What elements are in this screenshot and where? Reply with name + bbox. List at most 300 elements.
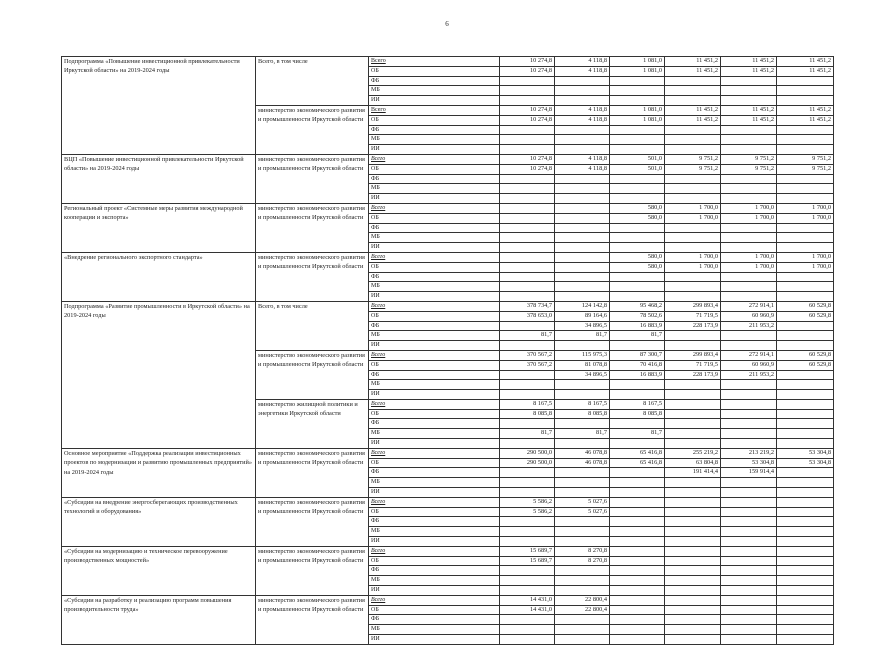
amount-cell bbox=[500, 488, 555, 498]
amount-cell bbox=[665, 429, 721, 439]
amount-cell: 60 960,9 bbox=[721, 311, 777, 321]
amount-cell bbox=[610, 625, 665, 635]
funding-source-cell: МБ bbox=[369, 380, 500, 390]
amount-cell bbox=[721, 174, 777, 184]
amount-cell bbox=[721, 194, 777, 204]
amount-cell: 255 219,2 bbox=[665, 448, 721, 458]
amount-cell: 81,7 bbox=[610, 331, 665, 341]
table-row bbox=[62, 57, 834, 67]
amount-cell bbox=[665, 507, 721, 517]
amount-cell: 4 118,8 bbox=[555, 105, 610, 115]
amount-cell: 1 700,0 bbox=[721, 252, 777, 262]
funding-source-cell: ФБ bbox=[369, 468, 500, 478]
measure-name-cell: Основное мероприятие «Поддержка реализации инвестиционных проектов по модернизации и развитию промышленных предприятий» на 2019-2024 годы bbox=[62, 448, 256, 497]
funding-source-cell: ИИ bbox=[369, 96, 500, 106]
amount-cell bbox=[610, 488, 665, 498]
amount-cell bbox=[500, 76, 555, 86]
funding-source-cell: МБ bbox=[369, 478, 500, 488]
amount-cell: 1 081,0 bbox=[610, 115, 665, 125]
amount-cell bbox=[500, 96, 555, 106]
amount-cell bbox=[721, 272, 777, 282]
funding-source-cell: ОБ bbox=[369, 360, 500, 370]
executor-cell: министерство экономического развития и промышленности Иркутской области bbox=[256, 497, 369, 546]
amount-cell bbox=[721, 243, 777, 253]
funding-source-cell: ФБ bbox=[369, 370, 500, 380]
amount-cell bbox=[721, 331, 777, 341]
funding-source-cell: Всего bbox=[369, 154, 500, 164]
amount-cell bbox=[721, 635, 777, 645]
amount-cell bbox=[777, 341, 834, 351]
amount-cell bbox=[777, 605, 834, 615]
amount-cell bbox=[777, 586, 834, 596]
amount-cell bbox=[665, 439, 721, 449]
amount-cell bbox=[777, 292, 834, 302]
amount-cell bbox=[665, 586, 721, 596]
amount-cell bbox=[777, 380, 834, 390]
funding-source-cell: ФБ bbox=[369, 76, 500, 86]
amount-cell: 290 500,0 bbox=[500, 448, 555, 458]
amount-cell: 10 274,8 bbox=[500, 57, 555, 67]
amount-cell bbox=[777, 556, 834, 566]
amount-cell bbox=[721, 76, 777, 86]
amount-cell: 1 700,0 bbox=[777, 213, 834, 223]
amount-cell bbox=[610, 586, 665, 596]
amount-cell bbox=[500, 174, 555, 184]
amount-cell bbox=[721, 86, 777, 96]
funding-source-cell: ОБ bbox=[369, 66, 500, 76]
amount-cell bbox=[777, 576, 834, 586]
amount-cell bbox=[555, 635, 610, 645]
amount-cell bbox=[777, 527, 834, 537]
measure-name-cell: Подпрограмма «Повышение инвестиционной привлекательности Иркутской области» на 2019-2024 годы bbox=[62, 57, 256, 155]
amount-cell bbox=[721, 390, 777, 400]
amount-cell: 60 529,8 bbox=[777, 350, 834, 360]
amount-cell bbox=[610, 282, 665, 292]
amount-cell: 53 304,8 bbox=[777, 458, 834, 468]
amount-cell: 11 451,2 bbox=[721, 57, 777, 67]
amount-cell bbox=[721, 233, 777, 243]
amount-cell bbox=[555, 223, 610, 233]
amount-cell bbox=[610, 76, 665, 86]
amount-cell bbox=[500, 203, 555, 213]
amount-cell bbox=[500, 625, 555, 635]
amount-cell bbox=[610, 390, 665, 400]
funding-source-cell: ИИ bbox=[369, 586, 500, 596]
amount-cell: 81,7 bbox=[610, 429, 665, 439]
measure-name-cell: Региональный проект «Системные меры развития международной кооперации и экспорта» bbox=[62, 203, 256, 252]
amount-cell: 8 167,5 bbox=[610, 399, 665, 409]
amount-cell bbox=[500, 135, 555, 145]
amount-cell: 60 529,8 bbox=[777, 360, 834, 370]
amount-cell bbox=[500, 478, 555, 488]
amount-cell: 70 416,8 bbox=[610, 360, 665, 370]
amount-cell bbox=[555, 517, 610, 527]
amount-cell bbox=[777, 370, 834, 380]
funding-source-cell: ИИ bbox=[369, 145, 500, 155]
amount-cell bbox=[721, 556, 777, 566]
amount-cell bbox=[500, 468, 555, 478]
amount-cell: 10 274,8 bbox=[500, 66, 555, 76]
amount-cell bbox=[500, 635, 555, 645]
amount-cell: 272 914,1 bbox=[721, 350, 777, 360]
amount-cell: 46 078,8 bbox=[555, 458, 610, 468]
amount-cell bbox=[665, 194, 721, 204]
amount-cell bbox=[610, 556, 665, 566]
amount-cell bbox=[665, 76, 721, 86]
amount-cell: 580,0 bbox=[610, 262, 665, 272]
amount-cell bbox=[610, 566, 665, 576]
amount-cell bbox=[665, 125, 721, 135]
funding-source-cell: ФБ bbox=[369, 419, 500, 429]
amount-cell bbox=[665, 517, 721, 527]
amount-cell bbox=[610, 243, 665, 253]
amount-cell: 11 451,2 bbox=[777, 115, 834, 125]
amount-cell bbox=[665, 635, 721, 645]
amount-cell bbox=[610, 635, 665, 645]
funding-source-cell: Всего bbox=[369, 57, 500, 67]
table-row bbox=[62, 448, 834, 458]
amount-cell bbox=[500, 252, 555, 262]
table-row bbox=[62, 301, 834, 311]
amount-cell: 378 734,7 bbox=[500, 301, 555, 311]
table-row bbox=[62, 252, 834, 262]
executor-cell: министерство экономического развития и промышленности Иркутской области bbox=[256, 448, 369, 497]
executor-cell: министерство экономического развития и промышленности Иркутской области bbox=[256, 203, 369, 252]
amount-cell bbox=[777, 399, 834, 409]
amount-cell bbox=[777, 497, 834, 507]
amount-cell bbox=[500, 262, 555, 272]
amount-cell: 11 451,2 bbox=[665, 115, 721, 125]
amount-cell: 213 219,2 bbox=[721, 448, 777, 458]
amount-cell: 60 529,8 bbox=[777, 311, 834, 321]
amount-cell: 159 914,4 bbox=[721, 468, 777, 478]
amount-cell bbox=[721, 605, 777, 615]
amount-cell bbox=[555, 184, 610, 194]
amount-cell: 11 451,2 bbox=[777, 66, 834, 76]
amount-cell bbox=[777, 174, 834, 184]
amount-cell: 1 700,0 bbox=[665, 203, 721, 213]
table-row bbox=[62, 497, 834, 507]
amount-cell bbox=[777, 125, 834, 135]
amount-cell bbox=[555, 233, 610, 243]
executor-cell: министерство экономического развития и промышленности Иркутской области bbox=[256, 154, 369, 203]
amount-cell bbox=[665, 419, 721, 429]
funding-source-cell: ОБ bbox=[369, 311, 500, 321]
amount-cell bbox=[665, 184, 721, 194]
executor-cell: Всего, в том числе bbox=[256, 301, 369, 350]
amount-cell bbox=[610, 419, 665, 429]
funding-source-cell: ФБ bbox=[369, 125, 500, 135]
amount-cell: 580,0 bbox=[610, 213, 665, 223]
amount-cell: 5 586,2 bbox=[500, 497, 555, 507]
amount-cell bbox=[555, 615, 610, 625]
funding-source-cell: ИИ bbox=[369, 439, 500, 449]
funding-source-cell: ИИ bbox=[369, 537, 500, 547]
funding-source-cell: МБ bbox=[369, 331, 500, 341]
amount-cell bbox=[777, 409, 834, 419]
funding-source-cell: МБ bbox=[369, 233, 500, 243]
amount-cell bbox=[500, 615, 555, 625]
amount-cell bbox=[777, 321, 834, 331]
amount-cell bbox=[500, 223, 555, 233]
amount-cell bbox=[665, 605, 721, 615]
amount-cell bbox=[777, 390, 834, 400]
amount-cell bbox=[721, 586, 777, 596]
funding-source-cell: ОБ bbox=[369, 164, 500, 174]
amount-cell bbox=[555, 468, 610, 478]
funding-source-cell: ИИ bbox=[369, 243, 500, 253]
amount-cell bbox=[721, 380, 777, 390]
amount-cell: 53 304,8 bbox=[777, 448, 834, 458]
amount-cell bbox=[555, 76, 610, 86]
amount-cell bbox=[500, 272, 555, 282]
amount-cell: 11 451,2 bbox=[721, 105, 777, 115]
amount-cell bbox=[665, 243, 721, 253]
amount-cell bbox=[555, 213, 610, 223]
amount-cell bbox=[555, 262, 610, 272]
amount-cell: 81,7 bbox=[555, 331, 610, 341]
measure-name-cell: ВЦП «Повышение инвестиционной привлекательности Иркутской области» на 2019-2024 годы bbox=[62, 154, 256, 203]
amount-cell bbox=[500, 576, 555, 586]
amount-cell bbox=[777, 419, 834, 429]
funding-source-cell: МБ bbox=[369, 429, 500, 439]
amount-cell: 81,7 bbox=[555, 429, 610, 439]
amount-cell: 65 416,8 bbox=[610, 448, 665, 458]
amount-cell bbox=[777, 615, 834, 625]
amount-cell bbox=[777, 233, 834, 243]
funding-source-cell: ИИ bbox=[369, 488, 500, 498]
amount-cell bbox=[500, 243, 555, 253]
amount-cell: 10 274,8 bbox=[500, 154, 555, 164]
amount-cell: 9 751,2 bbox=[721, 164, 777, 174]
amount-cell: 580,0 bbox=[610, 203, 665, 213]
amount-cell: 9 751,2 bbox=[777, 164, 834, 174]
amount-cell bbox=[555, 527, 610, 537]
funding-source-cell: МБ bbox=[369, 135, 500, 145]
amount-cell bbox=[777, 546, 834, 556]
budget-table-container bbox=[61, 56, 833, 645]
amount-cell bbox=[555, 341, 610, 351]
table-row bbox=[62, 595, 834, 605]
funding-source-cell: ОБ bbox=[369, 213, 500, 223]
amount-cell bbox=[777, 566, 834, 576]
amount-cell bbox=[665, 292, 721, 302]
amount-cell: 65 416,8 bbox=[610, 458, 665, 468]
amount-cell bbox=[777, 537, 834, 547]
amount-cell bbox=[721, 419, 777, 429]
amount-cell bbox=[777, 468, 834, 478]
amount-cell: 1 700,0 bbox=[777, 252, 834, 262]
amount-cell bbox=[777, 86, 834, 96]
amount-cell bbox=[610, 86, 665, 96]
amount-cell bbox=[555, 125, 610, 135]
amount-cell bbox=[610, 380, 665, 390]
amount-cell bbox=[610, 576, 665, 586]
amount-cell bbox=[500, 213, 555, 223]
amount-cell bbox=[721, 292, 777, 302]
amount-cell bbox=[721, 184, 777, 194]
amount-cell: 8 270,8 bbox=[555, 546, 610, 556]
amount-cell bbox=[665, 615, 721, 625]
executor-cell: министерство экономического развития и промышленности Иркутской области bbox=[256, 105, 369, 154]
funding-source-cell: Всего bbox=[369, 448, 500, 458]
amount-cell: 71 719,5 bbox=[665, 311, 721, 321]
amount-cell bbox=[777, 478, 834, 488]
amount-cell: 11 451,2 bbox=[777, 57, 834, 67]
amount-cell bbox=[721, 429, 777, 439]
amount-cell bbox=[777, 135, 834, 145]
amount-cell bbox=[610, 292, 665, 302]
amount-cell bbox=[665, 223, 721, 233]
funding-source-cell: ФБ bbox=[369, 517, 500, 527]
amount-cell bbox=[500, 145, 555, 155]
amount-cell bbox=[665, 272, 721, 282]
funding-source-cell: ИИ bbox=[369, 390, 500, 400]
funding-source-cell: ФБ bbox=[369, 272, 500, 282]
amount-cell bbox=[610, 194, 665, 204]
amount-cell bbox=[665, 478, 721, 488]
amount-cell bbox=[555, 272, 610, 282]
funding-source-cell: ОБ bbox=[369, 605, 500, 615]
amount-cell: 46 078,8 bbox=[555, 448, 610, 458]
amount-cell: 8 085,8 bbox=[500, 409, 555, 419]
amount-cell: 4 118,8 bbox=[555, 115, 610, 125]
amount-cell bbox=[610, 537, 665, 547]
amount-cell bbox=[500, 194, 555, 204]
amount-cell bbox=[555, 576, 610, 586]
funding-source-cell: ОБ bbox=[369, 507, 500, 517]
amount-cell: 211 953,2 bbox=[721, 370, 777, 380]
amount-cell bbox=[555, 174, 610, 184]
amount-cell bbox=[610, 507, 665, 517]
amount-cell bbox=[777, 272, 834, 282]
amount-cell: 4 118,8 bbox=[555, 57, 610, 67]
funding-source-cell: ФБ bbox=[369, 566, 500, 576]
budget-table bbox=[61, 56, 834, 645]
amount-cell bbox=[555, 586, 610, 596]
amount-cell: 10 274,8 bbox=[500, 164, 555, 174]
amount-cell bbox=[721, 409, 777, 419]
amount-cell bbox=[555, 96, 610, 106]
amount-cell bbox=[500, 86, 555, 96]
amount-cell bbox=[610, 135, 665, 145]
amount-cell: 95 468,2 bbox=[610, 301, 665, 311]
amount-cell bbox=[665, 546, 721, 556]
funding-source-cell: ОБ bbox=[369, 262, 500, 272]
amount-cell: 580,0 bbox=[610, 252, 665, 262]
amount-cell bbox=[665, 145, 721, 155]
amount-cell: 5 027,6 bbox=[555, 507, 610, 517]
amount-cell bbox=[500, 517, 555, 527]
table-row bbox=[62, 546, 834, 556]
amount-cell: 10 274,8 bbox=[500, 105, 555, 115]
amount-cell bbox=[500, 439, 555, 449]
amount-cell bbox=[721, 595, 777, 605]
amount-cell bbox=[500, 537, 555, 547]
amount-cell: 5 027,6 bbox=[555, 497, 610, 507]
executor-cell: министерство экономического развития и промышленности Иркутской области bbox=[256, 350, 369, 399]
executor-cell: министерство экономического развития и промышленности Иркутской области bbox=[256, 546, 369, 595]
amount-cell: 11 451,2 bbox=[721, 115, 777, 125]
amount-cell: 87 300,7 bbox=[610, 350, 665, 360]
amount-cell: 16 883,9 bbox=[610, 370, 665, 380]
amount-cell: 71 719,5 bbox=[665, 360, 721, 370]
amount-cell bbox=[665, 566, 721, 576]
amount-cell: 299 893,4 bbox=[665, 350, 721, 360]
amount-cell bbox=[555, 252, 610, 262]
amount-cell bbox=[500, 419, 555, 429]
amount-cell: 34 896,5 bbox=[555, 321, 610, 331]
amount-cell bbox=[721, 576, 777, 586]
amount-cell bbox=[610, 184, 665, 194]
funding-source-cell: Всего bbox=[369, 105, 500, 115]
amount-cell bbox=[555, 145, 610, 155]
amount-cell: 34 896,5 bbox=[555, 370, 610, 380]
amount-cell: 9 751,2 bbox=[665, 154, 721, 164]
amount-cell bbox=[500, 390, 555, 400]
amount-cell: 81,7 bbox=[500, 331, 555, 341]
funding-source-cell: Всего bbox=[369, 301, 500, 311]
amount-cell: 15 689,7 bbox=[500, 556, 555, 566]
amount-cell bbox=[721, 125, 777, 135]
amount-cell: 1 700,0 bbox=[721, 262, 777, 272]
page-number: 6 bbox=[445, 20, 449, 28]
funding-source-cell: МБ bbox=[369, 576, 500, 586]
funding-source-cell: ИИ bbox=[369, 194, 500, 204]
amount-cell: 1 700,0 bbox=[665, 262, 721, 272]
amount-cell bbox=[777, 282, 834, 292]
funding-source-cell: ИИ bbox=[369, 292, 500, 302]
amount-cell: 1 700,0 bbox=[777, 262, 834, 272]
amount-cell: 115 975,3 bbox=[555, 350, 610, 360]
funding-source-cell: Всего bbox=[369, 546, 500, 556]
amount-cell bbox=[555, 86, 610, 96]
amount-cell bbox=[777, 243, 834, 253]
amount-cell: 124 142,8 bbox=[555, 301, 610, 311]
amount-cell bbox=[610, 546, 665, 556]
funding-source-cell: ОБ bbox=[369, 458, 500, 468]
amount-cell bbox=[610, 341, 665, 351]
amount-cell bbox=[610, 174, 665, 184]
amount-cell bbox=[721, 223, 777, 233]
amount-cell: 1 081,0 bbox=[610, 57, 665, 67]
amount-cell: 11 451,2 bbox=[665, 66, 721, 76]
executor-cell: Всего, в том числе bbox=[256, 57, 369, 106]
amount-cell bbox=[665, 233, 721, 243]
amount-cell: 1 700,0 bbox=[665, 252, 721, 262]
amount-cell bbox=[610, 527, 665, 537]
amount-cell: 370 567,2 bbox=[500, 350, 555, 360]
amount-cell: 89 164,6 bbox=[555, 311, 610, 321]
measure-name-cell: «Внедрение регионального экспортного стандарта» bbox=[62, 252, 256, 301]
funding-source-cell: Всего bbox=[369, 399, 500, 409]
amount-cell bbox=[555, 292, 610, 302]
amount-cell bbox=[665, 96, 721, 106]
amount-cell bbox=[665, 537, 721, 547]
table-row bbox=[62, 203, 834, 213]
funding-source-cell: ФБ bbox=[369, 223, 500, 233]
amount-cell bbox=[777, 145, 834, 155]
amount-cell: 11 451,2 bbox=[665, 57, 721, 67]
amount-cell bbox=[500, 321, 555, 331]
amount-cell bbox=[721, 517, 777, 527]
amount-cell: 1 700,0 bbox=[777, 203, 834, 213]
amount-cell bbox=[777, 194, 834, 204]
amount-cell bbox=[665, 341, 721, 351]
funding-source-cell: Всего bbox=[369, 595, 500, 605]
amount-cell bbox=[721, 507, 777, 517]
funding-source-cell: ФБ bbox=[369, 174, 500, 184]
